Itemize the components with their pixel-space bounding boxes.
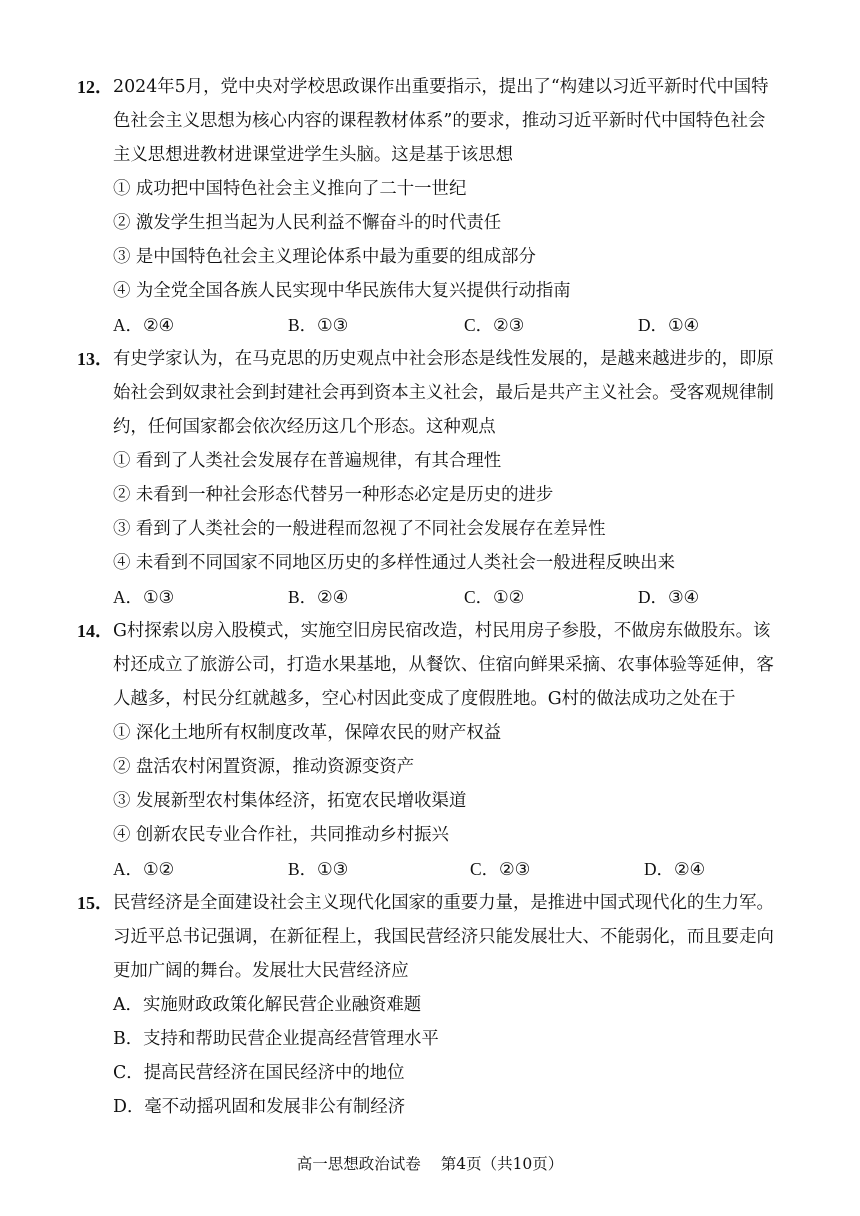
statement: ④ 创新农民专业合作社，共同推动乡村振兴 — [113, 825, 449, 845]
statement: ① 深化土地所有权制度改革，保障农民的财产权益 — [113, 723, 502, 743]
choice-letter: A． — [113, 859, 143, 879]
statement: ③ 看到了人类社会的一般进程而忽视了不同社会发展存在差异性 — [113, 519, 606, 539]
question-stem-line: 2024年5月，党中央对学校思政课作出重要指示，提出了“构建以习近平新时代中国特 — [113, 77, 769, 97]
question-stem-line: 色社会主义思想为核心内容的课程教材体系”的要求，推动习近平新时代中国特色社会 — [113, 111, 766, 131]
choice-c[interactable] — [464, 580, 524, 615]
choice-d[interactable] — [644, 852, 705, 887]
choice-a[interactable] — [113, 580, 174, 615]
choice-text: ③④ — [667, 588, 700, 608]
choice-a[interactable] — [113, 852, 174, 887]
question-stem-line: 习近平总书记强调，在新征程上，我国民营经济只能发展壮大、不能弱化，而且要走向 — [113, 927, 774, 947]
question-number: 13． — [77, 349, 113, 369]
question-stem-line: 村还成立了旅游公司，打造水果基地，从餐饮、住宿向鲜果采摘、农事体验等延伸，客 — [113, 655, 774, 675]
statement: ② 激发学生担当起为人民利益不懈奋斗的时代责任 — [113, 213, 502, 233]
choice-a[interactable] — [113, 308, 174, 343]
choice-text: ①③ — [142, 588, 175, 608]
question-stem-line: 主义思想进教材进课堂进学生头脑。这是基于该思想 — [113, 145, 513, 165]
choice-b[interactable] — [288, 852, 348, 887]
choice-b[interactable] — [288, 580, 348, 615]
option-b[interactable]: B．支持和帮助民营企业提高经营管理水平 — [113, 1029, 439, 1049]
choice-text: ①② — [142, 860, 175, 880]
statement: ④ 未看到不同国家不同地区历史的多样性通过人类社会一般进程反映出来 — [113, 553, 676, 573]
choice-text: ②④ — [673, 860, 706, 880]
statement: ④ 为全党全国各族人民实现中华民族伟大复兴提供行动指南 — [113, 281, 571, 301]
choice-text: ②④ — [317, 588, 349, 608]
question-number: 12． — [77, 77, 113, 97]
question-stem-line: 有史学家认为，在马克思的历史观点中社会形态是线性发展的，是越来越进步的，即原 — [113, 349, 774, 369]
choice-letter: C． — [470, 859, 499, 879]
choice-text: ②③ — [493, 316, 525, 336]
option-d[interactable]: D．毫不动摇巩固和发展非公有制经济 — [113, 1097, 406, 1117]
statement: ② 未看到一种社会形态代替另一种形态必定是历史的进步 — [113, 485, 554, 505]
choice-b[interactable] — [288, 308, 348, 343]
choice-letter: D． — [638, 587, 668, 607]
option-a[interactable]: A．实施财政政策化解民营企业融资难题 — [113, 995, 422, 1015]
statement: ③ 是中国特色社会主义理论体系中最为重要的组成部分 — [113, 247, 536, 267]
choice-letter: C． — [464, 315, 493, 335]
choice-d[interactable] — [638, 308, 699, 343]
statement: ① 成功把中国特色社会主义推向了二十一世纪 — [113, 179, 467, 199]
question-number: 15． — [77, 893, 113, 913]
choice-letter: A． — [113, 315, 143, 335]
choice-letter: B． — [288, 587, 317, 607]
choice-c[interactable] — [464, 308, 524, 343]
page-footer — [0, 1152, 860, 1176]
exam-title: 高一思想政治试卷 — [296, 1155, 421, 1173]
question-number: 14． — [77, 621, 113, 641]
question-stem-line: 始社会到奴隶社会到封建社会再到资本主义社会，最后是共产主义社会。受客观规律制 — [113, 383, 774, 403]
choice-text: ②④ — [142, 316, 175, 336]
option-c[interactable]: C．提高民营经济在国民经济中的地位 — [113, 1063, 405, 1083]
statement: ① 看到了人类社会发展存在普遍规律，有其合理性 — [113, 451, 502, 471]
choice-letter: A． — [113, 587, 143, 607]
question-stem-line: 人越多，村民分红就越多，空心村因此变成了度假胜地。G村的做法成功之处在于 — [113, 689, 736, 709]
choice-text: ①③ — [317, 316, 349, 336]
statement: ③ 发展新型农村集体经济，拓宽农民增收渠道 — [113, 791, 467, 811]
question-stem-line: 约，任何国家都会依次经历这几个形态。这种观点 — [113, 417, 496, 437]
choice-letter: C． — [464, 587, 493, 607]
choice-c[interactable] — [470, 852, 530, 887]
page-number: 第4页（共10页） — [440, 1155, 564, 1173]
choice-d[interactable] — [638, 580, 699, 615]
question-stem-line: G村探索以房入股模式，实施空旧房民宿改造，村民用房子参股，不做房东做股东。该 — [113, 621, 771, 641]
statement: ② 盘活农村闲置资源，推动资源变资产 — [113, 757, 415, 777]
choice-letter: D． — [638, 315, 668, 335]
choice-letter: B． — [288, 859, 317, 879]
choice-text: ①④ — [667, 316, 700, 336]
choice-text: ②③ — [499, 860, 531, 880]
question-stem-line: 更加广阔的舞台。发展壮大民营经济应 — [113, 961, 409, 981]
choice-letter: D． — [644, 859, 674, 879]
choice-text: ①③ — [317, 860, 349, 880]
question-stem-line: 民营经济是全面建设社会主义现代化国家的重要力量，是推进中国式现代化的生力军。 — [113, 893, 774, 913]
choice-letter: B． — [288, 315, 317, 335]
choice-text: ①② — [493, 588, 525, 608]
